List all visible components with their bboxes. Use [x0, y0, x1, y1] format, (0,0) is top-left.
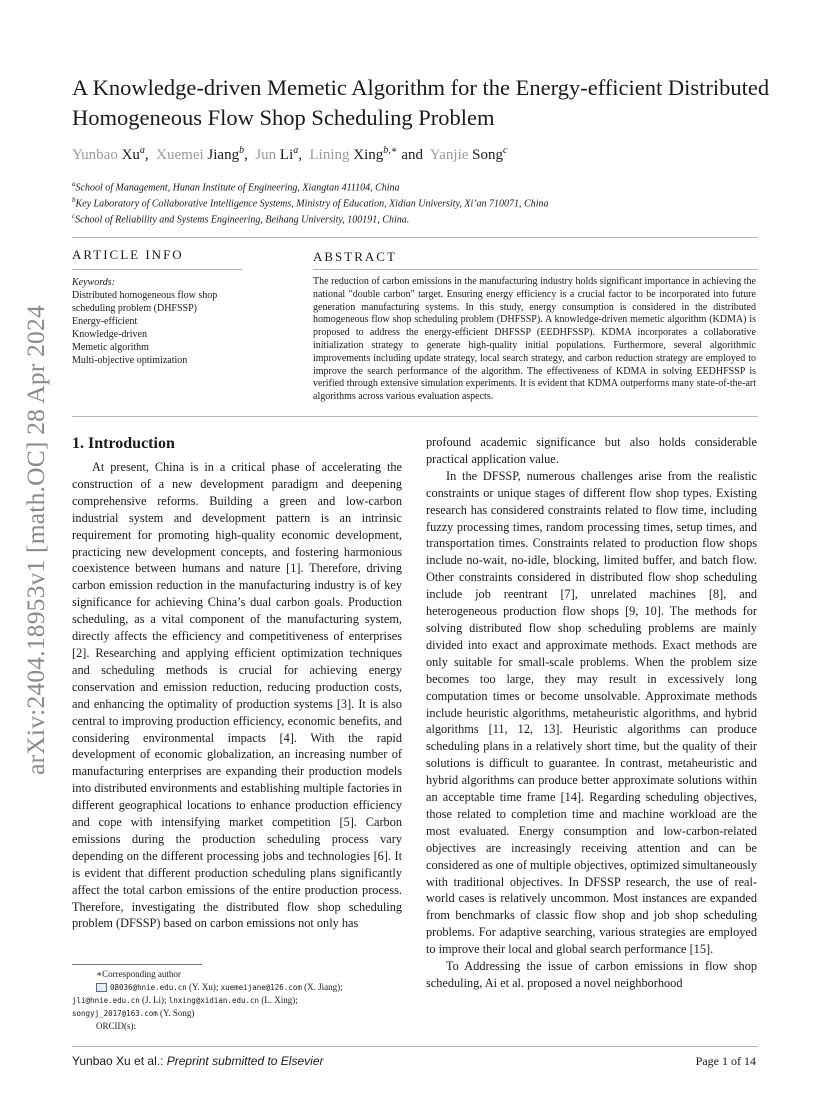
email-link[interactable]: lnxing@xidian.edu.cn — [168, 996, 260, 1005]
affiliation: $^b$Key Laboratory of Collaborative Intelligence Systems, Ministry of Education, Xidian University, Xi’an 710071, China — [72, 196, 549, 210]
email-owner: (Y. Xu); — [186, 982, 221, 992]
keywords-label: Keywords: — [72, 277, 115, 288]
keyword-item: Energy-efficient — [72, 316, 138, 327]
email-link[interactable]: 08036@hnie.edu.cn — [110, 983, 187, 992]
author-list — [72, 145, 507, 164]
paragraph: To Addressing the issue of carbon emissions in flow shop scheduling, Ai et al. proposed a novel neighborhood — [426, 959, 757, 990]
footer-authors: Yunbao Xu et al.: — [72, 1054, 164, 1068]
section-heading: 1. Introduction — [72, 435, 175, 452]
abstract-text: The reduction of carbon emissions in the manufacturing industry holds significant importance in achieving the national "double carbon" target. Ensuring energy efficiency is a crucial factor to be incorporated into future generation manufacturing systems. In this study, energy consumption is considered in the distributed homogeneous flow shop scheduling problem (DHFSSP). A knowledge-driven memetic algorithm (KDMA) is proposed to address the energy-efficient DHFSSP (EEDHFSSP). KDMA incorporates a collaborative initialization strategy to generate high-quality initial populations. Furthermore, several algorithmic improvements including update strategy, local search strategy, and carbon reduction strategy are employed to improve the search performance of the algorithm. The effectiveness of KDMA in solving EEDHFSSP is verified through extensive simulation experiments. It is evident that KDMA outperforms many state-of-the-art algorithms across various evaluation aspects. — [313, 276, 756, 403]
paper-title: A Knowledge-driven Memetic Algorithm for the Energy-efficient Distributed Homogeneous Flow Shop Scheduling Problem — [72, 75, 770, 130]
paragraph: At present, China is in a critical phase of accelerating the construction of a new development paradigm and deepening comprehensive reforms. Building a green and low-carbon industrial system and development pattern is an intrinsic requirement for promoting high-quality economic development, practicing new development concepts, and fostering harmonious coexistence between humans and nature [1]. Therefore, driving carbon emission reduction in the manufacturing industry is of key significance for achieving China’s dual carbon goals. Production scheduling, as a vital component of the manufacturing system, directly affects the efficiency and competitiveness of enterprises [2]. Researching and applying efficient optimization techniques and scheduling methods is crucial for achieving energy conservation and emission reduction, reducing production costs, and enhancing the optimality of production systems [3]. It is also central to improving production efficiency, economic benefits, and considering environmental impacts [4]. With the rapid development of economic globalization, an increasing number of manufacturing enterprises are expanding their production models into distributed environments and establishing multiple factories in different geographical locations to enhance production efficiency and cope with intensifying market competition [5]. Carbon emissions during the production scheduling process vary depending on the different processing jobs and technologies [6]. It is evident that different production scheduling plans significantly affect the total carbon emissions of the entire production process. Therefore, investigating the distributed flow shop scheduling problem (DFSSP) based on carbon emissions not only has — [72, 460, 402, 931]
page-number: Page 1 of 14 — [695, 1054, 756, 1068]
left-column — [72, 459, 402, 964]
abstract-bottom-rule — [72, 416, 758, 417]
arxiv-id: arXiv:2404.18953v1 [math.OC] 28 Apr 2024 — [21, 305, 50, 775]
email-owner: (J. Li); — [139, 995, 169, 1005]
abstract-heading: ABSTRACT — [313, 249, 397, 264]
keywords-block — [72, 276, 247, 367]
email-line — [72, 981, 407, 994]
footnotes — [72, 968, 407, 1033]
paragraph: profound academic significance but also holds considerable practical application value. — [426, 435, 757, 466]
keyword-item: Knowledge-driven — [72, 329, 147, 340]
keyword-item: Distributed homogeneous flow shop — [72, 290, 218, 301]
author-name: Xuemei Jiang$^b$, — [156, 145, 256, 163]
header-divider — [72, 237, 758, 238]
author-name: Yanjie Song$^c$ — [429, 145, 508, 163]
abstract-rule — [313, 269, 758, 270]
email-owner: (L. Xing); — [259, 995, 298, 1005]
envelope-icon — [96, 983, 107, 992]
email-owner: (X. Jiang); — [301, 982, 343, 992]
affiliation: $^c$School of Reliability and Systems Engineering, Beihang University, 100191, China. — [72, 212, 410, 226]
footer-venue: Preprint submitted to Elsevier — [166, 1054, 324, 1068]
author-name: Jun Li$^a$, — [255, 145, 310, 163]
email-line — [72, 994, 407, 1007]
right-column — [426, 434, 757, 1040]
arxiv-watermark — [16, 275, 56, 805]
article-info-rule — [72, 269, 242, 270]
footer-left — [72, 1054, 323, 1068]
author-name: Yunbao Xu$^a$, — [72, 145, 157, 163]
corresponding-author-note: ∗Corresponding author — [96, 969, 181, 979]
affiliation: $^a$School of Management, Hunan Institute of Engineering, Xiangtan 411104, China — [72, 180, 400, 194]
keyword-item: Multi-objective optimization — [72, 355, 188, 366]
keyword-item: scheduling problem (DHFSSP) — [72, 303, 197, 314]
email-link[interactable]: xuemeijane@126.com — [220, 983, 302, 992]
article-info-heading: ARTICLE INFO — [72, 247, 184, 262]
email-link[interactable]: jli@hnie.edu.cn — [72, 996, 140, 1005]
email-link[interactable]: songyj_2017@163.com — [72, 1009, 158, 1018]
footer-divider — [72, 1046, 758, 1047]
author-name: Lining Xing$^{b,∗}$ and — [309, 145, 430, 163]
keyword-item: Memetic algorithm — [72, 342, 149, 353]
email-line — [72, 1007, 407, 1020]
orcid-line: ORCID(s): — [96, 1021, 136, 1031]
email-owner: (Y. Song) — [157, 1008, 195, 1018]
paragraph: In the DFSSP, numerous challenges arise from the realistic constraints or unique stages of different flow shop types. Existing research has considered constraints related to flow time, including fuzzy processing times, random processing times, setup times, and transportation times. Constraints related to production flow shops include no-wait, no-idle, blocking, limited buffer, and batch flow. Other constraints considered in distributed flow shop scheduling include job reentrant [7], unrelated machines [8], and heterogeneous production flow shops [9, 10]. The methods for solving distributed flow shop scheduling problems are mainly divided into exact and approximate methods. Exact methods are only suitable for small-scale problems. When the problem size becomes too large, they may result in excessively long computation times or become unsolvable. Approximate methods include heuristic algorithms, metaheuristic algorithms, and hybrid algorithms [11, 12, 13]. Heuristic algorithms can produce scheduling plans in a relatively short time, but the quality of their solutions is difficult to guarantee. In contrast, metaheuristic and hybrid algorithms can produce better approximate solutions within an acceptable time frame [14]. Regarding scheduling objectives, those related to completion time and machine workload are the most evaluated. Energy consumption and low-carbon-related objectives are increasingly receiving attention and can be considered as one of multiple objectives, optimized simultaneously with traditional objectives. In DFSSP research, the use of real-world cases is relatively uncommon. Most instances are expanded from benchmarks of classic flow shop and job shop scheduling problems. For adaptive searching, various strategies are employed to improve their local and global search performance [15]. — [426, 468, 757, 957]
footnote-rule — [72, 964, 202, 965]
